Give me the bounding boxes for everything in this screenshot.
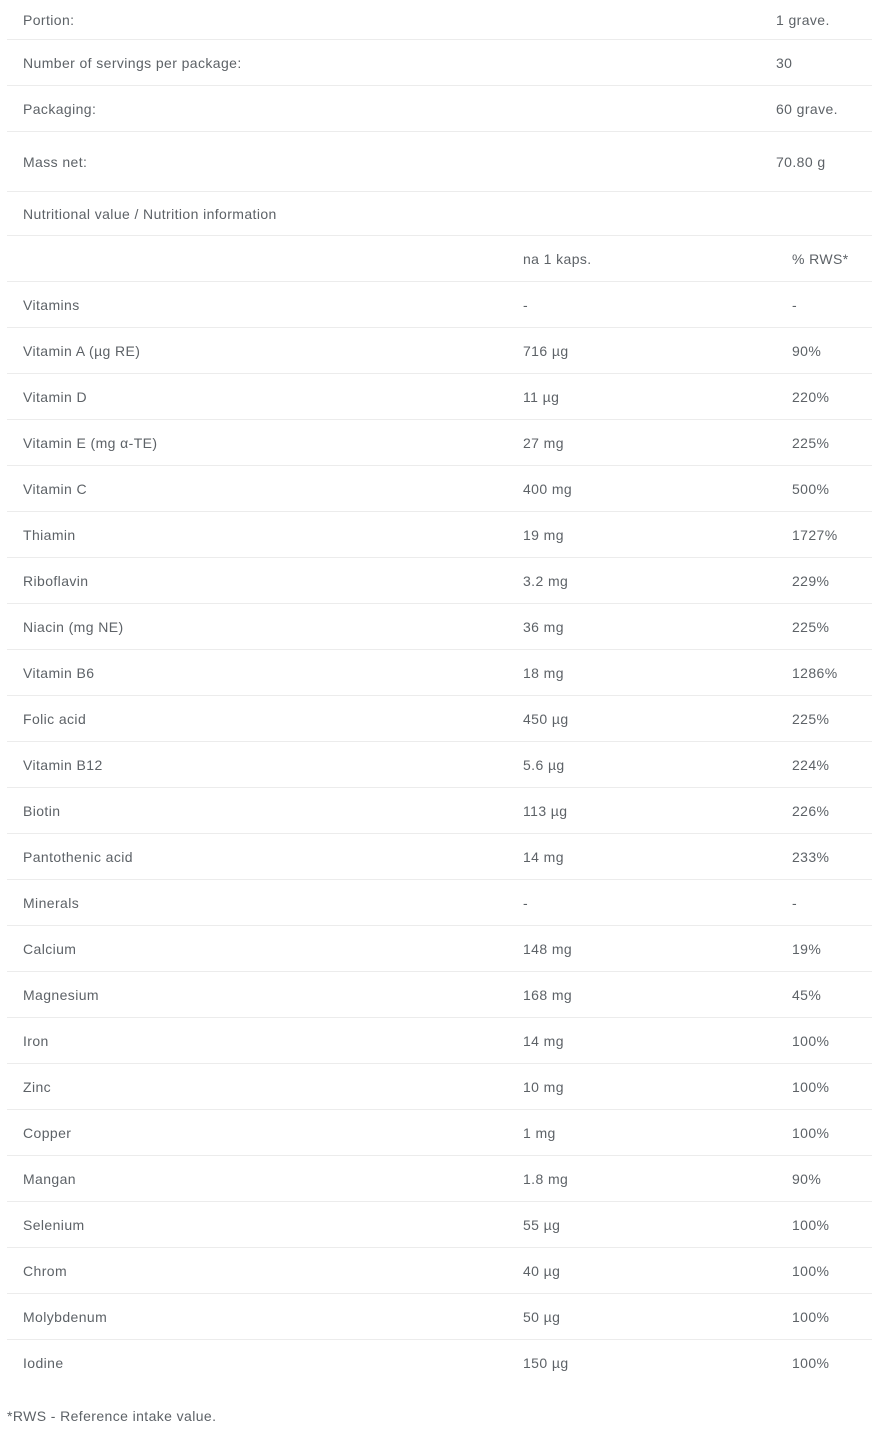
nutrient-amount: 50 µg (523, 1308, 561, 1325)
nutrient-amount: - (523, 296, 529, 313)
nutrient-amount: 14 mg (523, 848, 564, 865)
table-row (7, 374, 872, 420)
nutrient-amount: 150 µg (523, 1355, 569, 1371)
info-label: Mass net: (23, 153, 88, 170)
rws-footnote: *RWS - Reference intake value. (7, 1408, 217, 1424)
nutrient-name: Vitamins (23, 296, 80, 313)
table-row (7, 1018, 872, 1064)
table-row (7, 1294, 872, 1340)
product-info-table (7, 0, 872, 192)
nutrient-name: Vitamin A (µg RE) (23, 342, 141, 359)
nutrient-amount: 27 mg (523, 434, 564, 451)
nutrient-daily-value: - (792, 296, 798, 313)
nutrient-amount: 113 µg (523, 802, 568, 819)
nutrient-name: Minerals (23, 894, 80, 911)
info-value: 70.80 g (776, 153, 826, 170)
info-value: 1 grave. (776, 11, 830, 28)
nutrient-daily-value: 100% (792, 1078, 830, 1095)
nutrient-daily-value: 90% (792, 1170, 822, 1187)
table-row (7, 466, 872, 512)
nutrient-daily-value: 220% (792, 388, 830, 405)
nutrient-name: Vitamin B12 (23, 756, 103, 773)
nutrient-name: Vitamin C (23, 480, 88, 497)
nutrition-table-body (7, 282, 872, 1386)
nutrient-amount: 3.2 mg (523, 572, 569, 589)
nutrient-amount: 14 mg (523, 1032, 564, 1049)
nutrient-name: Zinc (23, 1078, 52, 1095)
table-row (7, 328, 872, 374)
table-row (7, 834, 872, 880)
nutrient-daily-value: 19% (792, 940, 822, 957)
table-row (7, 86, 872, 132)
nutrient-amount: 36 mg (523, 618, 564, 635)
nutrient-name: Pantothenic acid (23, 848, 133, 865)
nutrient-amount: - (523, 894, 529, 911)
nutrient-name: Riboflavin (23, 572, 89, 589)
nutrient-amount: 1.8 mg (523, 1170, 569, 1187)
table-row (7, 972, 872, 1018)
table-row (7, 512, 872, 558)
nutrient-daily-value: - (792, 894, 798, 911)
table-row (7, 650, 872, 696)
nutrient-daily-value: 100% (792, 1216, 830, 1233)
nutrient-name: Iodine (23, 1355, 64, 1371)
info-label: Portion: (23, 11, 75, 28)
table-row (7, 742, 872, 788)
table-row (7, 132, 872, 192)
nutrient-daily-value: 90% (792, 342, 822, 359)
nutrient-name: Vitamin D (23, 388, 88, 405)
nutrient-name: Vitamin B6 (23, 664, 95, 681)
nutrient-amount: 55 µg (523, 1216, 561, 1233)
table-row (7, 558, 872, 604)
nutrient-daily-value: 226% (792, 802, 830, 819)
nutrient-amount: 148 mg (523, 940, 573, 957)
nutrient-daily-value: 100% (792, 1032, 830, 1049)
nutrient-name: Thiamin (23, 526, 76, 543)
section-title: Nutritional value / Nutrition information (23, 205, 277, 222)
nutrient-daily-value: 233% (792, 848, 830, 865)
nutrient-amount: 5.6 µg (523, 756, 565, 773)
nutrient-amount: 11 µg (523, 388, 560, 405)
nutrient-name: Folic acid (23, 710, 87, 727)
nutrient-daily-value: 500% (792, 480, 830, 497)
table-row (7, 420, 872, 466)
nutrient-amount: 19 mg (523, 526, 564, 543)
table-row (7, 40, 872, 86)
nutrient-daily-value: 100% (792, 1308, 830, 1325)
nutrient-daily-value: 225% (792, 710, 830, 727)
nutrient-amount: 400 mg (523, 480, 573, 497)
table-row (7, 696, 872, 742)
info-value: 30 (776, 54, 793, 71)
table-row (7, 1202, 872, 1248)
nutrient-name: Biotin (23, 802, 61, 819)
nutrient-amount: 18 mg (523, 664, 564, 681)
nutrient-daily-value: 100% (792, 1262, 830, 1279)
column-header-daily-value: % RWS* (792, 250, 849, 267)
nutrient-amount: 450 µg (523, 710, 569, 727)
nutrient-amount: 10 mg (523, 1078, 564, 1095)
table-row (7, 1248, 872, 1294)
table-row (7, 926, 872, 972)
nutrient-name: Vitamin E (mg α-TE) (23, 434, 158, 451)
nutrient-name: Selenium (23, 1216, 85, 1233)
nutrient-name: Molybdenum (23, 1308, 108, 1325)
table-row (7, 1064, 872, 1110)
table-row (7, 604, 872, 650)
nutrient-daily-value: 100% (792, 1355, 830, 1371)
nutrient-name: Magnesium (23, 986, 99, 1003)
column-header-per-serving: na 1 kaps. (523, 250, 592, 267)
section-title-row (7, 192, 872, 236)
info-value: 60 grave. (776, 100, 838, 117)
nutrient-daily-value: 1286% (792, 664, 838, 681)
table-row (7, 0, 872, 40)
nutrient-daily-value: 224% (792, 756, 830, 773)
nutrient-amount: 168 mg (523, 986, 573, 1003)
nutrient-name: Copper (23, 1124, 72, 1141)
table-row (7, 788, 872, 834)
nutrient-name: Mangan (23, 1170, 76, 1187)
table-row (7, 1110, 872, 1156)
nutrient-amount: 716 µg (523, 342, 569, 359)
info-label: Number of servings per package: (23, 54, 242, 71)
info-label: Packaging: (23, 100, 97, 117)
nutrient-daily-value: 225% (792, 434, 830, 451)
nutrient-amount: 40 µg (523, 1262, 561, 1279)
table-row (7, 880, 872, 926)
nutrition-section (7, 192, 872, 1386)
nutrient-daily-value: 1727% (792, 526, 838, 543)
nutrient-name: Iron (23, 1032, 49, 1049)
nutrient-name: Chrom (23, 1262, 68, 1279)
nutrient-daily-value: 229% (792, 572, 830, 589)
table-row (7, 1340, 872, 1386)
table-header-row (7, 236, 872, 282)
table-row (7, 282, 872, 328)
table-row (7, 1156, 872, 1202)
nutrient-name: Calcium (23, 940, 77, 957)
nutrient-name: Niacin (mg NE) (23, 618, 124, 635)
nutrient-daily-value: 45% (792, 986, 822, 1003)
nutrient-amount: 1 mg (523, 1124, 556, 1141)
nutrient-daily-value: 225% (792, 618, 830, 635)
nutrient-daily-value: 100% (792, 1124, 830, 1141)
